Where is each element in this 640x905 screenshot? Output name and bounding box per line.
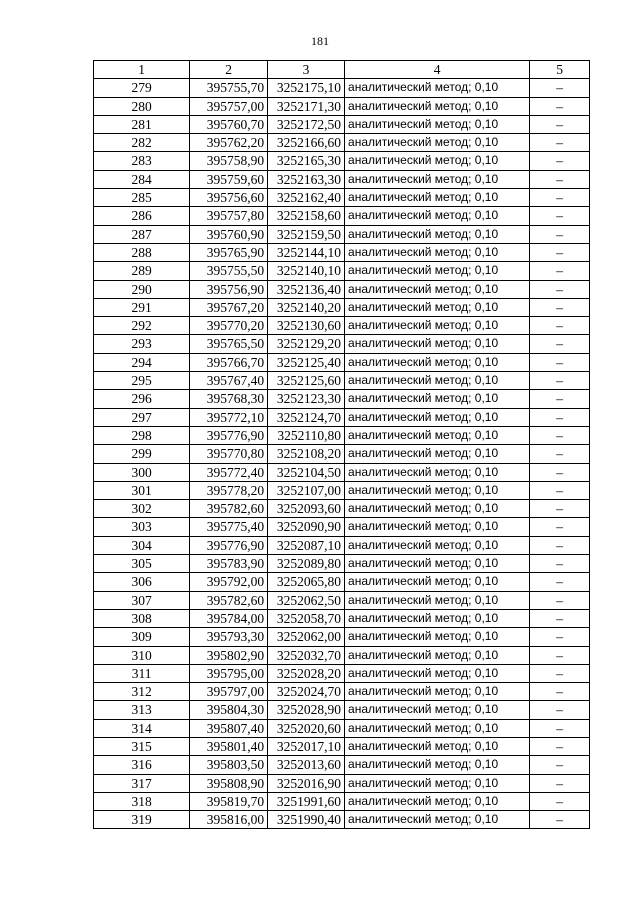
table-row — [94, 628, 590, 646]
x-coordinate-cell: 395793,30 — [190, 628, 268, 646]
x-coordinate-cell: 395768,30 — [190, 390, 268, 408]
x-coordinate-cell: 395804,30 — [190, 701, 268, 719]
method-cell: аналитический метод; 0,10 — [345, 115, 530, 133]
table-body — [94, 79, 590, 829]
coordinates-table — [93, 60, 590, 829]
x-coordinate-cell: 395808,90 — [190, 774, 268, 792]
x-coordinate-cell: 395770,80 — [190, 445, 268, 463]
table-row — [94, 134, 590, 152]
table-row — [94, 97, 590, 115]
y-coordinate-cell: 3252124,70 — [268, 408, 345, 426]
point-number-cell: 317 — [94, 774, 190, 792]
method-cell: аналитический метод; 0,10 — [345, 408, 530, 426]
note-cell: – — [530, 792, 590, 810]
y-coordinate-cell: 3251990,40 — [268, 811, 345, 829]
method-cell: аналитический метод; 0,10 — [345, 262, 530, 280]
point-number-cell: 291 — [94, 298, 190, 316]
column-header: 4 — [345, 61, 530, 79]
y-coordinate-cell: 3252090,90 — [268, 518, 345, 536]
y-coordinate-cell: 3252016,90 — [268, 774, 345, 792]
y-coordinate-cell: 3252171,30 — [268, 97, 345, 115]
point-number-cell: 289 — [94, 262, 190, 280]
method-cell: аналитический метод; 0,10 — [345, 134, 530, 152]
point-number-cell: 279 — [94, 79, 190, 97]
method-cell: аналитический метод; 0,10 — [345, 737, 530, 755]
x-coordinate-cell: 395767,40 — [190, 372, 268, 390]
y-coordinate-cell: 3252144,10 — [268, 243, 345, 261]
point-number-cell: 297 — [94, 408, 190, 426]
method-cell: аналитический метод; 0,10 — [345, 372, 530, 390]
x-coordinate-cell: 395772,40 — [190, 463, 268, 481]
column-header: 2 — [190, 61, 268, 79]
method-cell: аналитический метод; 0,10 — [345, 298, 530, 316]
y-coordinate-cell: 3252028,90 — [268, 701, 345, 719]
method-cell: аналитический метод; 0,10 — [345, 500, 530, 518]
x-coordinate-cell: 395765,90 — [190, 243, 268, 261]
point-number-cell: 312 — [94, 683, 190, 701]
y-coordinate-cell: 3252136,40 — [268, 280, 345, 298]
y-coordinate-cell: 3252172,50 — [268, 115, 345, 133]
y-coordinate-cell: 3252107,00 — [268, 481, 345, 499]
note-cell: – — [530, 500, 590, 518]
y-coordinate-cell: 3252062,00 — [268, 628, 345, 646]
table-row — [94, 555, 590, 573]
method-cell: аналитический метод; 0,10 — [345, 97, 530, 115]
method-cell: аналитический метод; 0,10 — [345, 811, 530, 829]
method-cell: аналитический метод; 0,10 — [345, 774, 530, 792]
note-cell: – — [530, 189, 590, 207]
note-cell: – — [530, 298, 590, 316]
column-header: 3 — [268, 61, 345, 79]
table-row — [94, 792, 590, 810]
x-coordinate-cell: 395756,90 — [190, 280, 268, 298]
x-coordinate-cell: 395782,60 — [190, 500, 268, 518]
x-coordinate-cell: 395782,60 — [190, 591, 268, 609]
table-row — [94, 353, 590, 371]
point-number-cell: 309 — [94, 628, 190, 646]
table-row — [94, 737, 590, 755]
y-coordinate-cell: 3252065,80 — [268, 573, 345, 591]
y-coordinate-cell: 3252125,60 — [268, 372, 345, 390]
x-coordinate-cell: 395765,50 — [190, 335, 268, 353]
point-number-cell: 314 — [94, 719, 190, 737]
note-cell: – — [530, 536, 590, 554]
point-number-cell: 299 — [94, 445, 190, 463]
table-row — [94, 536, 590, 554]
table-row — [94, 756, 590, 774]
point-number-cell: 301 — [94, 481, 190, 499]
column-header: 1 — [94, 61, 190, 79]
table-row — [94, 646, 590, 664]
note-cell: – — [530, 134, 590, 152]
point-number-cell: 318 — [94, 792, 190, 810]
method-cell: аналитический метод; 0,10 — [345, 207, 530, 225]
x-coordinate-cell: 395760,70 — [190, 115, 268, 133]
method-cell: аналитический метод; 0,10 — [345, 390, 530, 408]
x-coordinate-cell: 395775,40 — [190, 518, 268, 536]
point-number-cell: 284 — [94, 170, 190, 188]
method-cell: аналитический метод; 0,10 — [345, 426, 530, 444]
point-number-cell: 293 — [94, 335, 190, 353]
point-number-cell: 281 — [94, 115, 190, 133]
method-cell: аналитический метод; 0,10 — [345, 664, 530, 682]
note-cell: – — [530, 774, 590, 792]
table-row — [94, 664, 590, 682]
x-coordinate-cell: 395767,20 — [190, 298, 268, 316]
note-cell: – — [530, 97, 590, 115]
x-coordinate-cell: 395792,00 — [190, 573, 268, 591]
x-coordinate-cell: 395766,70 — [190, 353, 268, 371]
table-row — [94, 390, 590, 408]
point-number-cell: 295 — [94, 372, 190, 390]
note-cell: – — [530, 445, 590, 463]
note-cell: – — [530, 280, 590, 298]
method-cell: аналитический метод; 0,10 — [345, 518, 530, 536]
y-coordinate-cell: 3252028,20 — [268, 664, 345, 682]
table-row — [94, 79, 590, 97]
y-coordinate-cell: 3252166,60 — [268, 134, 345, 152]
table-row — [94, 683, 590, 701]
table-row — [94, 262, 590, 280]
x-coordinate-cell: 395776,90 — [190, 426, 268, 444]
x-coordinate-cell: 395819,70 — [190, 792, 268, 810]
point-number-cell: 292 — [94, 317, 190, 335]
table-row — [94, 243, 590, 261]
note-cell: – — [530, 609, 590, 627]
note-cell: – — [530, 207, 590, 225]
x-coordinate-cell: 395757,00 — [190, 97, 268, 115]
x-coordinate-cell: 395795,00 — [190, 664, 268, 682]
table-row — [94, 774, 590, 792]
point-number-cell: 296 — [94, 390, 190, 408]
method-cell: аналитический метод; 0,10 — [345, 225, 530, 243]
x-coordinate-cell: 395807,40 — [190, 719, 268, 737]
x-coordinate-cell: 395803,50 — [190, 756, 268, 774]
table-row — [94, 225, 590, 243]
table-row — [94, 207, 590, 225]
table-row — [94, 481, 590, 499]
point-number-cell: 306 — [94, 573, 190, 591]
method-cell: аналитический метод; 0,10 — [345, 701, 530, 719]
table-row — [94, 335, 590, 353]
y-coordinate-cell: 3252017,10 — [268, 737, 345, 755]
note-cell: – — [530, 115, 590, 133]
method-cell: аналитический метод; 0,10 — [345, 189, 530, 207]
x-coordinate-cell: 395760,90 — [190, 225, 268, 243]
point-number-cell: 303 — [94, 518, 190, 536]
note-cell: – — [530, 481, 590, 499]
note-cell: – — [530, 811, 590, 829]
note-cell: – — [530, 317, 590, 335]
note-cell: – — [530, 225, 590, 243]
method-cell: аналитический метод; 0,10 — [345, 353, 530, 371]
y-coordinate-cell: 3252062,50 — [268, 591, 345, 609]
x-coordinate-cell: 395778,20 — [190, 481, 268, 499]
point-number-cell: 308 — [94, 609, 190, 627]
table-row — [94, 591, 590, 609]
note-cell: – — [530, 170, 590, 188]
method-cell: аналитический метод; 0,10 — [345, 280, 530, 298]
note-cell: – — [530, 701, 590, 719]
y-coordinate-cell: 3252024,70 — [268, 683, 345, 701]
method-cell: аналитический метод; 0,10 — [345, 152, 530, 170]
x-coordinate-cell: 395762,20 — [190, 134, 268, 152]
point-number-cell: 286 — [94, 207, 190, 225]
note-cell: – — [530, 518, 590, 536]
note-cell: – — [530, 628, 590, 646]
point-number-cell: 285 — [94, 189, 190, 207]
point-number-cell: 305 — [94, 555, 190, 573]
x-coordinate-cell: 395797,00 — [190, 683, 268, 701]
note-cell: – — [530, 335, 590, 353]
note-cell: – — [530, 426, 590, 444]
y-coordinate-cell: 3252108,20 — [268, 445, 345, 463]
point-number-cell: 282 — [94, 134, 190, 152]
x-coordinate-cell: 395802,90 — [190, 646, 268, 664]
y-coordinate-cell: 3252175,10 — [268, 79, 345, 97]
x-coordinate-cell: 395758,90 — [190, 152, 268, 170]
method-cell: аналитический метод; 0,10 — [345, 445, 530, 463]
y-coordinate-cell: 3252165,30 — [268, 152, 345, 170]
method-cell: аналитический метод; 0,10 — [345, 335, 530, 353]
point-number-cell: 294 — [94, 353, 190, 371]
table-row — [94, 463, 590, 481]
y-coordinate-cell: 3252104,50 — [268, 463, 345, 481]
point-number-cell: 298 — [94, 426, 190, 444]
note-cell: – — [530, 555, 590, 573]
point-number-cell: 315 — [94, 737, 190, 755]
note-cell: – — [530, 390, 590, 408]
table-row — [94, 317, 590, 335]
method-cell: аналитический метод; 0,10 — [345, 646, 530, 664]
y-coordinate-cell: 3252129,20 — [268, 335, 345, 353]
note-cell: – — [530, 79, 590, 97]
table-row — [94, 518, 590, 536]
method-cell: аналитический метод; 0,10 — [345, 536, 530, 554]
x-coordinate-cell: 395759,60 — [190, 170, 268, 188]
y-coordinate-cell: 3252159,50 — [268, 225, 345, 243]
note-cell: – — [530, 262, 590, 280]
point-number-cell: 319 — [94, 811, 190, 829]
method-cell: аналитический метод; 0,10 — [345, 463, 530, 481]
table-row — [94, 170, 590, 188]
note-cell: – — [530, 591, 590, 609]
method-cell: аналитический метод; 0,10 — [345, 481, 530, 499]
method-cell: аналитический метод; 0,10 — [345, 555, 530, 573]
table-row — [94, 298, 590, 316]
x-coordinate-cell: 395784,00 — [190, 609, 268, 627]
table-row — [94, 372, 590, 390]
x-coordinate-cell: 395770,20 — [190, 317, 268, 335]
y-coordinate-cell: 3252089,80 — [268, 555, 345, 573]
point-number-cell: 283 — [94, 152, 190, 170]
table-row — [94, 189, 590, 207]
point-number-cell: 316 — [94, 756, 190, 774]
table-row — [94, 115, 590, 133]
point-number-cell: 288 — [94, 243, 190, 261]
y-coordinate-cell: 3252032,70 — [268, 646, 345, 664]
y-coordinate-cell: 3252125,40 — [268, 353, 345, 371]
table-row — [94, 152, 590, 170]
y-coordinate-cell: 3252140,10 — [268, 262, 345, 280]
point-number-cell: 280 — [94, 97, 190, 115]
y-coordinate-cell: 3252093,60 — [268, 500, 345, 518]
method-cell: аналитический метод; 0,10 — [345, 243, 530, 261]
point-number-cell: 310 — [94, 646, 190, 664]
point-number-cell: 302 — [94, 500, 190, 518]
y-coordinate-cell: 3252058,70 — [268, 609, 345, 627]
point-number-cell: 304 — [94, 536, 190, 554]
method-cell: аналитический метод; 0,10 — [345, 792, 530, 810]
note-cell: – — [530, 408, 590, 426]
y-coordinate-cell: 3252140,20 — [268, 298, 345, 316]
method-cell: аналитический метод; 0,10 — [345, 79, 530, 97]
note-cell: – — [530, 573, 590, 591]
y-coordinate-cell: 3252110,80 — [268, 426, 345, 444]
point-number-cell: 290 — [94, 280, 190, 298]
y-coordinate-cell: 3252123,30 — [268, 390, 345, 408]
x-coordinate-cell: 395816,00 — [190, 811, 268, 829]
x-coordinate-cell: 395755,70 — [190, 79, 268, 97]
point-number-cell: 313 — [94, 701, 190, 719]
y-coordinate-cell: 3251991,60 — [268, 792, 345, 810]
point-number-cell: 307 — [94, 591, 190, 609]
method-cell: аналитический метод; 0,10 — [345, 609, 530, 627]
y-coordinate-cell: 3252158,60 — [268, 207, 345, 225]
column-header: 5 — [530, 61, 590, 79]
page-number: 181 — [311, 34, 329, 48]
note-cell: – — [530, 463, 590, 481]
x-coordinate-cell: 395756,60 — [190, 189, 268, 207]
table-row — [94, 811, 590, 829]
table-row — [94, 408, 590, 426]
note-cell: – — [530, 664, 590, 682]
method-cell: аналитический метод; 0,10 — [345, 628, 530, 646]
method-cell: аналитический метод; 0,10 — [345, 683, 530, 701]
x-coordinate-cell: 395755,50 — [190, 262, 268, 280]
table-row — [94, 701, 590, 719]
y-coordinate-cell: 3252013,60 — [268, 756, 345, 774]
table-header-row — [94, 61, 590, 79]
note-cell: – — [530, 372, 590, 390]
note-cell: – — [530, 646, 590, 664]
table-row — [94, 609, 590, 627]
point-number-cell: 287 — [94, 225, 190, 243]
method-cell: аналитический метод; 0,10 — [345, 170, 530, 188]
x-coordinate-cell: 395772,10 — [190, 408, 268, 426]
note-cell: – — [530, 152, 590, 170]
x-coordinate-cell: 395776,90 — [190, 536, 268, 554]
y-coordinate-cell: 3252162,40 — [268, 189, 345, 207]
method-cell: аналитический метод; 0,10 — [345, 719, 530, 737]
table-row — [94, 719, 590, 737]
note-cell: – — [530, 756, 590, 774]
y-coordinate-cell: 3252130,60 — [268, 317, 345, 335]
note-cell: – — [530, 737, 590, 755]
note-cell: – — [530, 719, 590, 737]
y-coordinate-cell: 3252087,10 — [268, 536, 345, 554]
method-cell: аналитический метод; 0,10 — [345, 756, 530, 774]
method-cell: аналитический метод; 0,10 — [345, 591, 530, 609]
note-cell: – — [530, 243, 590, 261]
table-row — [94, 280, 590, 298]
point-number-cell: 311 — [94, 664, 190, 682]
x-coordinate-cell: 395783,90 — [190, 555, 268, 573]
table-row — [94, 426, 590, 444]
x-coordinate-cell: 395757,80 — [190, 207, 268, 225]
method-cell: аналитический метод; 0,10 — [345, 573, 530, 591]
y-coordinate-cell: 3252163,30 — [268, 170, 345, 188]
y-coordinate-cell: 3252020,60 — [268, 719, 345, 737]
note-cell: – — [530, 353, 590, 371]
method-cell: аналитический метод; 0,10 — [345, 317, 530, 335]
note-cell: – — [530, 683, 590, 701]
table-row — [94, 445, 590, 463]
table-row — [94, 500, 590, 518]
point-number-cell: 300 — [94, 463, 190, 481]
x-coordinate-cell: 395801,40 — [190, 737, 268, 755]
table-row — [94, 573, 590, 591]
